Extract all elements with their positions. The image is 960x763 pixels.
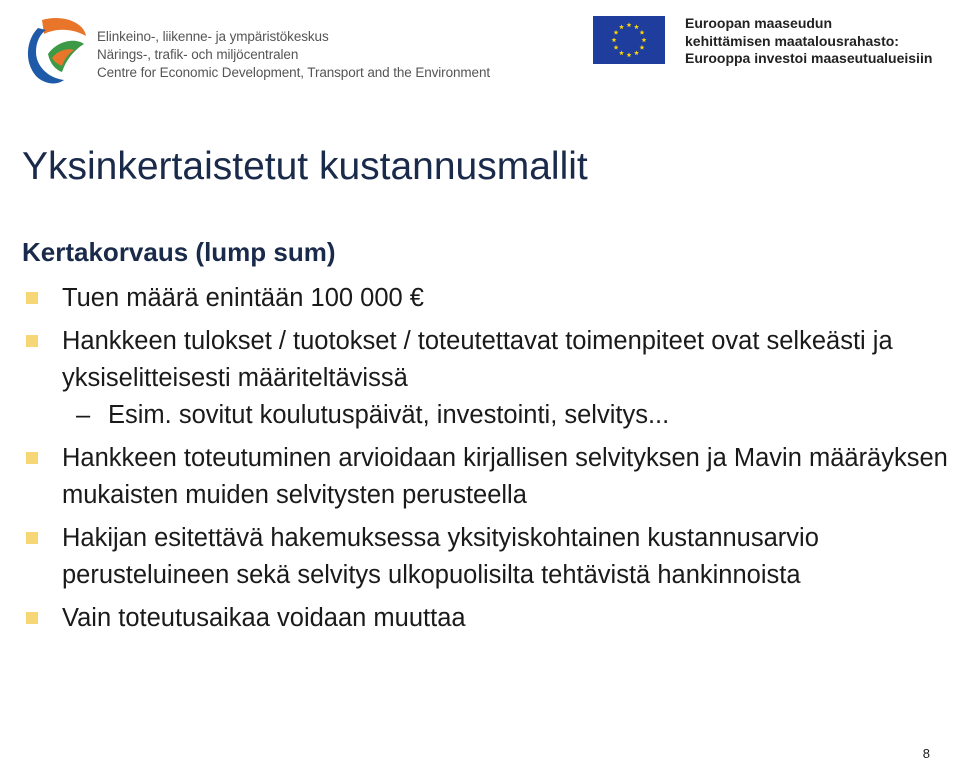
sub-bullet-item [22,397,952,434]
ely-name-finnish: Elinkeino-, liikenne- ja ympäristökeskus [97,29,329,44]
dash-icon: – [76,401,91,429]
ely-centre-name [97,28,490,82]
eu-fund-line-3: Eurooppa investoi maaseutualueisiin [685,50,933,66]
ely-centre-logo [22,14,88,86]
sub-bullet-text: Esim. sovitut koulutuspäivät, investointi, selvitys... [108,401,670,429]
bullet-text: Hakijan esitettävä hakemuksessa yksityiskohtainen kustannusarvio perusteluineen sekä selvitys ulkopuolisilta tehtävistä hankinnoista [62,524,819,589]
eu-flag-icon [593,16,665,64]
slide-title: Yksinkertaistetut kustannusmallit [22,145,588,188]
bullet-list [22,280,952,643]
bullet-item [22,323,952,397]
bullet-square-icon [26,292,38,304]
section-heading: Kertakorvaus (lump sum) [22,237,336,267]
bullet-square-icon [26,532,38,544]
bullet-text: Hankkeen tulokset / tuotokset / toteutettavat toimenpiteet ovat selkeästi ja yksiselitteisesti määriteltävissä [62,327,893,392]
bullet-text: Vain toteutusaikaa voidaan muuttaa [62,604,466,632]
bullet-text: Hankkeen toteutuminen arvioidaan kirjallisen selvityksen ja Mavin määräyksen mukaisten muiden selvitysten perusteella [62,444,948,509]
bullet-square-icon [26,335,38,347]
bullet-item [22,280,952,317]
bullet-text: Tuen määrä enintään 100 000 € [62,284,424,312]
ely-name-english: Centre for Economic Development, Transport and the Environment [97,65,490,80]
eu-fund-line-1: Euroopan maaseudun [685,15,833,31]
eu-fund-label [685,15,932,68]
bullet-item [22,520,952,594]
bullet-item [22,600,952,637]
bullet-square-icon [26,452,38,464]
ely-logo-orange-leaf [42,18,86,36]
bullet-square-icon [26,612,38,624]
page-number: 8 [922,746,930,761]
bullet-item [22,440,952,514]
eu-fund-line-2: kehittämisen maatalousrahasto: [685,32,899,49]
ely-name-swedish: Närings-, trafik- och miljöcentralen [97,47,299,62]
